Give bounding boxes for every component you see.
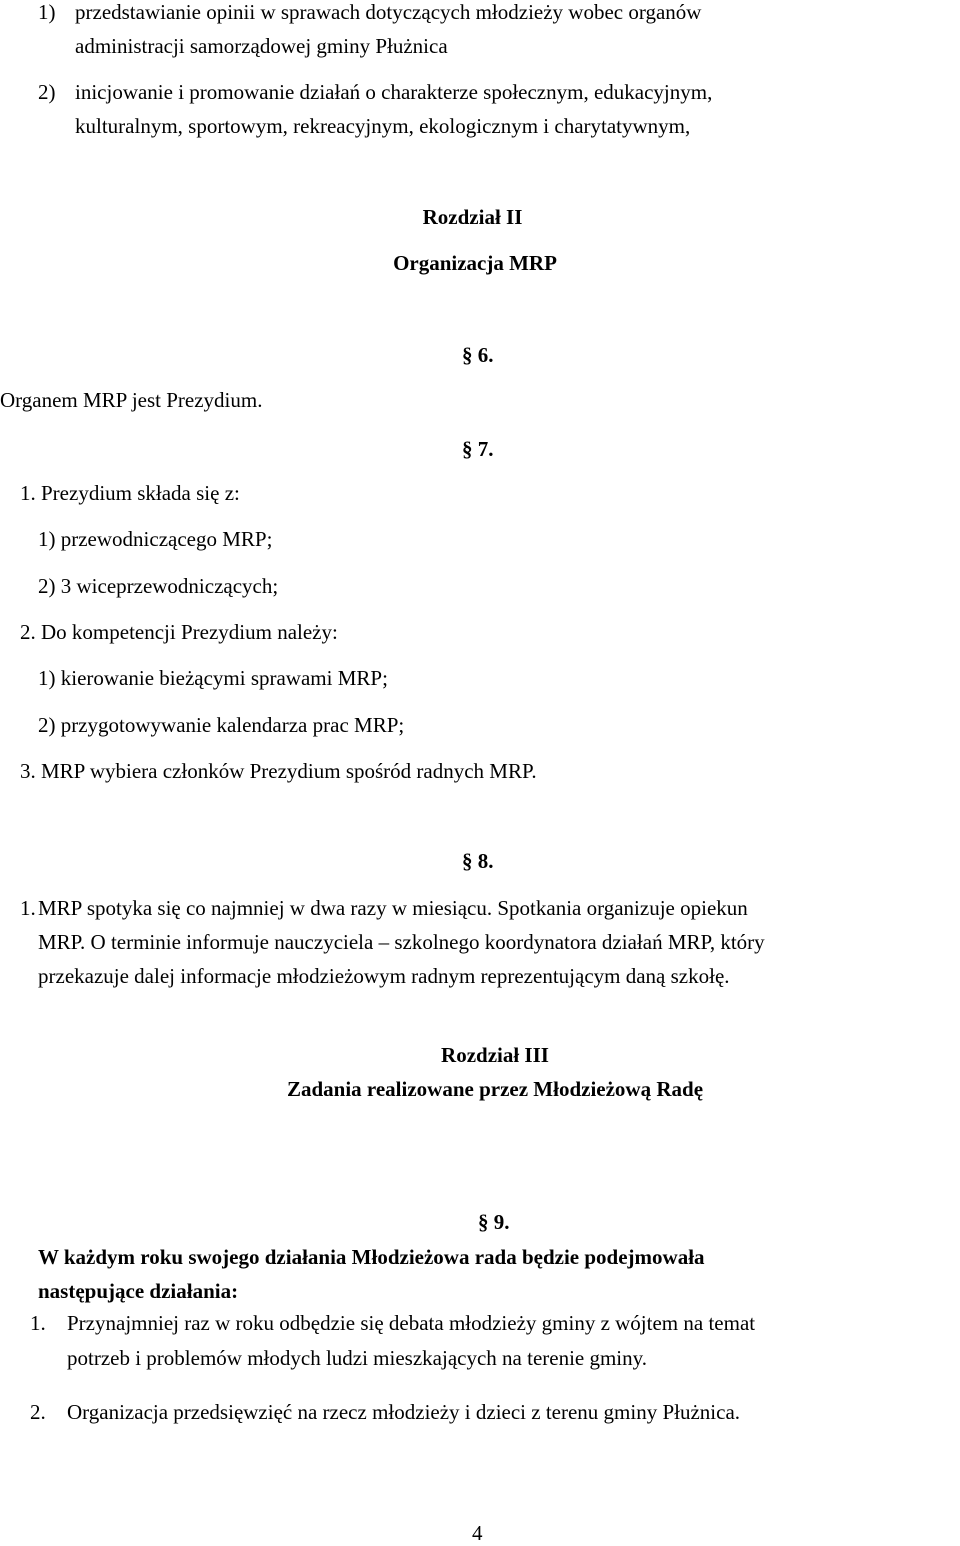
list-item-number: 1. [30, 1311, 46, 1335]
list-item-text: Przynajmniej raz w roku odbędzie się debata młodzieży gminy z wójtem na temat [67, 1311, 756, 1335]
list-item-text: potrzeb i problemów młodych ludzi mieszkających na terenie gminy. [67, 1346, 648, 1370]
page-number: 4 [472, 1521, 483, 1545]
list-item: 2) przygotowywanie kalendarza prac MRP; [38, 713, 405, 737]
paragraph-text: przekazuje dalej informacje młodzieżowym radnym reprezentującym daną szkołę. [38, 964, 730, 988]
list-item-text: przedstawianie opinii w sprawach dotyczących młodzieży wobec organów [75, 0, 702, 24]
paragraph-symbol: § 7. [462, 437, 494, 461]
list-item: 2) 3 wiceprzewodniczących; [38, 574, 279, 598]
list-item-number: 1) [38, 0, 56, 24]
paragraph-symbol: § 6. [462, 343, 494, 367]
list-item-text: Organizacja przedsięwzięć na rzecz młodzieży i dzieci z terenu gminy Płużnica. [67, 1400, 741, 1424]
chapter-heading: Rozdział III [441, 1043, 549, 1067]
list-item-number: 2) [38, 80, 56, 104]
list-item-text: kulturalnym, sportowym, rekreacyjnym, ekologicznym i charytatywnym, [75, 114, 691, 138]
list-item-text: administracji samorządowej gminy Płużnica [75, 34, 448, 58]
paragraph-intro: następujące działania: [38, 1279, 239, 1303]
paragraph-text: Organem MRP jest Prezydium. [0, 388, 263, 412]
list-item: 2. Do kompetencji Prezydium należy: [20, 620, 338, 644]
list-item: 3. MRP wybiera członków Prezydium spośród radnych MRP. [20, 759, 537, 783]
chapter-heading: Rozdział II [422, 205, 523, 229]
list-item: 1) przewodniczącego MRP; [38, 527, 273, 551]
list-item-number: 1. [20, 896, 36, 920]
list-item: 1) kierowanie bieżącymi sprawami MRP; [38, 666, 388, 690]
paragraph-symbol: § 9. [478, 1210, 510, 1234]
paragraph-symbol: § 8. [462, 849, 494, 873]
paragraph-text: MRP spotyka się co najmniej w dwa razy w miesiącu. Spotkania organizuje opiekun [38, 896, 748, 920]
chapter-subheading: Organizacja MRP [393, 251, 557, 275]
paragraph-intro: W każdym roku swojego działania Młodzieżowa rada będzie podejmowała [38, 1245, 705, 1269]
list-item: 1. Prezydium składa się z: [20, 481, 240, 505]
chapter-subheading: Zadania realizowane przez Młodzieżową Radę [286, 1077, 704, 1101]
list-item-number: 2. [30, 1400, 46, 1424]
list-item-text: inicjowanie i promowanie działań o charakterze społecznym, edukacyjnym, [75, 80, 713, 104]
paragraph-text: MRP. O terminie informuje nauczyciela – szkolnego koordynatora działań MRP, który [38, 930, 765, 954]
